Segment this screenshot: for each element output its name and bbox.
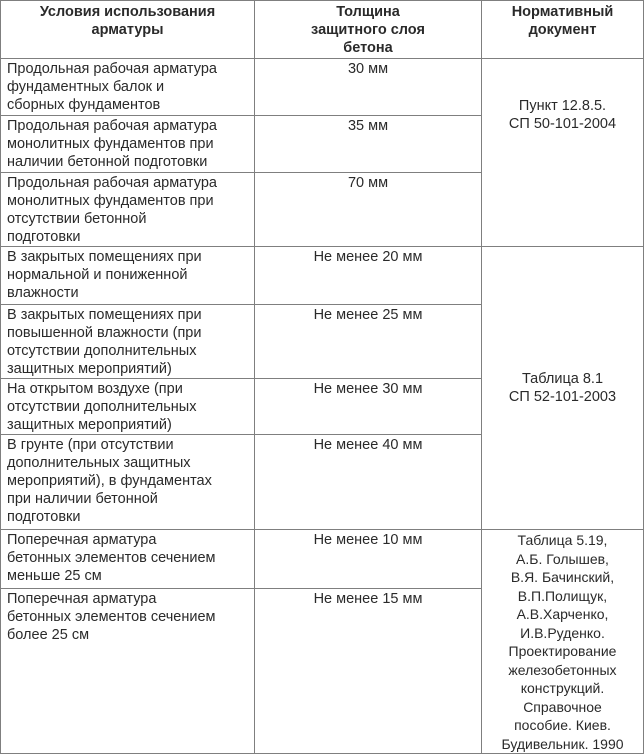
header-thickness: Толщина защитного слоя бетона (255, 1, 482, 59)
thickness-cell: 35 мм (255, 116, 482, 173)
header-condition: Условия использования арматуры (1, 1, 255, 59)
thickness-cell: Не менее 10 мм (255, 530, 482, 589)
table-row (1, 247, 644, 305)
thickness-cell: 70 мм (255, 173, 482, 247)
thickness-cell: 30 мм (255, 59, 482, 116)
condition-cell: Продольная рабочая арматура фундаментных балок и сборных фундаментов (1, 59, 255, 116)
condition-cell: В закрытых помещениях при повышенной влажности (при отсутствии дополнительных защитных мероприятий) (1, 305, 255, 379)
condition-cell: Продольная рабочая арматура монолитных фундаментов при наличии бетонной подготовки (1, 116, 255, 173)
header-document: Нормативный документ (482, 1, 644, 59)
condition-cell: В закрытых помещениях при нормальной и пониженной влажности (1, 247, 255, 305)
thickness-cell: Не менее 25 мм (255, 305, 482, 379)
thickness-cell: Не менее 40 мм (255, 435, 482, 530)
table-row (1, 530, 644, 589)
thickness-cell: Не менее 20 мм (255, 247, 482, 305)
condition-cell: На открытом воздухе (при отсутствии дополнительных защитных мероприятий) (1, 379, 255, 435)
table-row (1, 59, 644, 116)
document-cell: Таблица 5.19, А.Б. Голышев, В.Я. Бачинский, В.П.Полищук, А.В.Харченко, И.В.Руденко. Проектирование железобетонных конструкций. Справочное пособие. Киев. Будивельник. 1990 (482, 530, 644, 754)
document-cell: Пункт 12.8.5. СП 50-101-2004 (482, 59, 644, 247)
header-row (1, 1, 644, 59)
thickness-cell: Не менее 15 мм (255, 588, 482, 753)
condition-cell: Поперечная арматура бетонных элементов сечением более 25 см (1, 588, 255, 753)
condition-cell: В грунте (при отсутствии дополнительных защитных мероприятий), в фундаментах при наличии бетонной подготовки (1, 435, 255, 530)
condition-cell: Поперечная арматура бетонных элементов сечением меньше 25 см (1, 530, 255, 589)
document-cell: Таблица 8.1 СП 52-101-2003 (482, 247, 644, 530)
thickness-cell: Не менее 30 мм (255, 379, 482, 435)
condition-cell: Продольная рабочая арматура монолитных фундаментов при отсутствии бетонной подготовки (1, 173, 255, 247)
